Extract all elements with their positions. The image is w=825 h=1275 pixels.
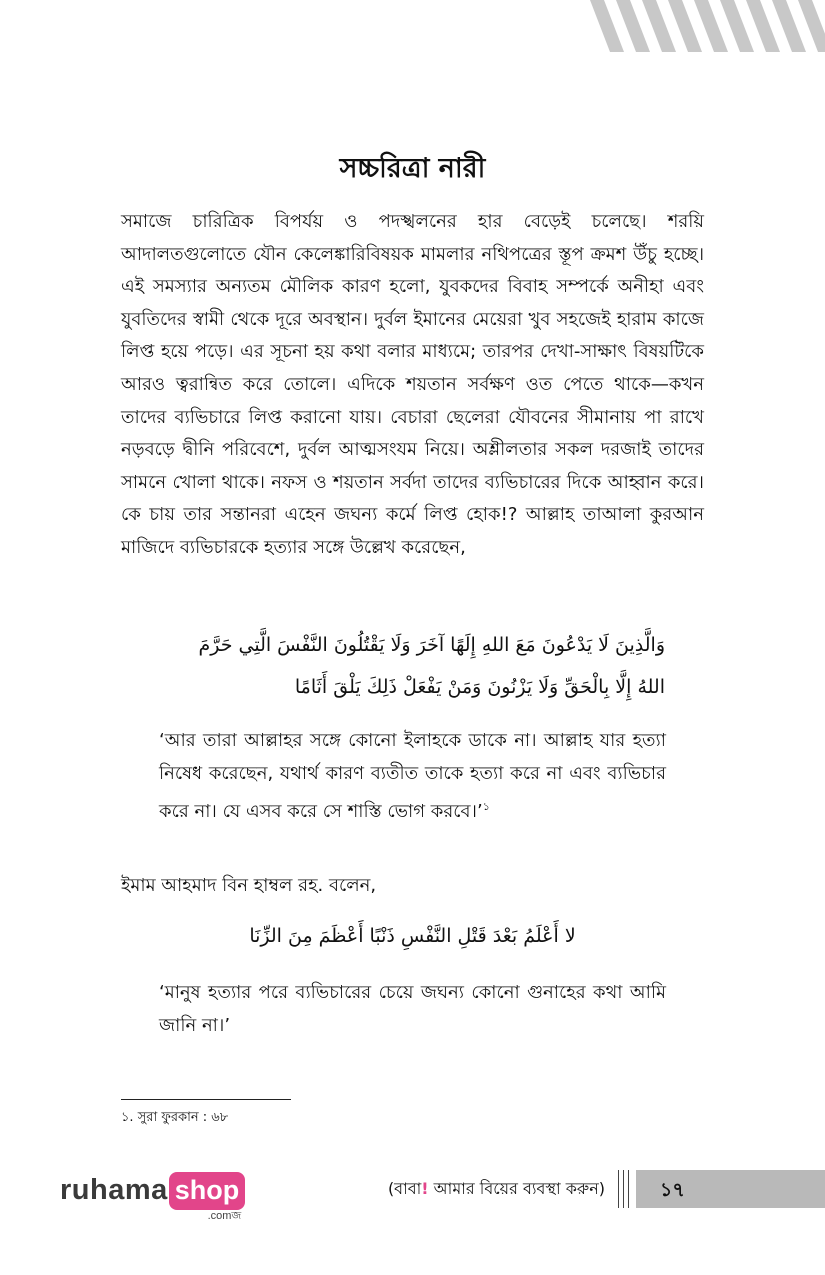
body-paragraph: সমাজে চারিত্রিক বিপর্যয় ও পদস্খলনের হার বেড়েই চলেছে। শরয়ি আদালতগুলোতে যৌন কেলেঙ্কারিবিষয়ক মামলার নথিপত্রের স্তূপ ক্রমশ উঁচু হচ্ছে। এই সমস্যার অন্যতম মৌলিক কারণ হলো, যুবকদের বিবাহ সম্পর্কে অনীহা এবং যুবতিদের স্বামী থেকে দূরে অবস্থান। দুর্বল ইমানের মেয়েরা খুব সহজেই হারাম কাজে লিপ্ত হয়ে পড়ে। এর সূচনা হয় কথা বলার মাধ্যমে; তারপর দেখা-সাক্ষাৎ বিষয়টিকে আরও ত্বরান্বিত করে তোলে। এদিকে শয়তান সর্বক্ষণ ওত পেতে থাকে—কখন তাদের ব্যভিচারে লিপ্ত করানো যায়। বেচারা ছেলেরা যৌবনের সীমানায় পা রাখে নড়বড়ে দ্বীনি পরিবেশে, দুর্বল আত্মসংযম নিয়ে। অশ্লীলতার সকল দরজাই তাদের সামনে খোলা থাকে। নফস ও শয়তান সর্বদা তাদের ব্যভিচারের দিকে আহ্বান করে। কে চায় তার সন্তানরা এহেন জঘন্য কর্মে লিপ্ত হোক!? আল্লাহ তাআলা কুরআন মাজিদে ব্যভিচারকে হত্যার সঙ্গে উল্লেখ করেছেন, xyxy=(121,211,704,558)
quran-verse-line-1: وَالَّذِينَ لَا يَدْعُونَ مَعَ اللهِ إِلَهًا آخَرَ وَلَا يَقْتُلُونَ النَّفْسَ الَّتِي حَرَّمَ xyxy=(198,634,665,656)
footer-divider-bar xyxy=(618,1170,619,1208)
verse-translation-text: ‘আর তারা আল্লাহর সঙ্গে কোনো ইলাহকে ডাকে না। আল্লাহ যার হত্যা নিষেধ করেছেন, যথার্থ কারণ ব্যতীত তাকে হত্যা করে না এবং ব্যভিচার করে না। যে এসব করে সে শাস্তি ভোগ করবে।’ xyxy=(159,730,666,822)
page-number: ১৭ xyxy=(660,1179,685,1201)
book-title-open: (বাবা xyxy=(387,1179,422,1198)
footer-divider-bar xyxy=(628,1170,629,1208)
logo-text-ruhama: ruhama xyxy=(60,1174,168,1206)
book-title-exclamation: ! xyxy=(421,1179,429,1198)
footnote-marker: ১ xyxy=(482,800,490,813)
decorative-stripes xyxy=(590,0,825,52)
logo-text-shop: shop xyxy=(169,1172,246,1210)
running-footer-book-title xyxy=(300,1178,605,1200)
ruhamashop-logo xyxy=(60,1170,245,1220)
logo-shop-badge xyxy=(169,1170,246,1222)
quran-verse-translation xyxy=(159,724,666,828)
logo-domain: .comজ xyxy=(207,1210,242,1222)
imam-quote-translation: ‘মানুষ হত্যার পরে ব্যভিচারের চেয়ে জঘন্য কোনো গুনাহের কথা আমি জানি না।’ xyxy=(159,982,666,1036)
imam-quote-arabic: لا أَعْلَمُ بَعْدَ قَتْلِ النَّفْسِ ذَنْبًا أَعْظَمَ مِنَ الزِّنَا xyxy=(249,925,576,947)
footer-divider-bar xyxy=(623,1170,624,1208)
footnote-divider xyxy=(121,1099,291,1100)
quran-verse-arabic xyxy=(160,624,665,708)
imam-intro: ইমাম আহমাদ বিন হাম্বল রহ. বলেন, xyxy=(121,875,377,896)
chapter-title: সচ্চরিত্রা নারী xyxy=(339,153,486,184)
book-title-rest: আমার বিয়ের ব্যবস্থা করুন) xyxy=(428,1179,605,1198)
quran-verse-line-2: اللهُ إِلَّا بِالْحَقِّ وَلَا يَزْنُونَ وَمَنْ يَفْعَلْ ذَلِكَ يَلْقَ أَثَامًا xyxy=(294,676,665,698)
footnote: ১. সুরা ফুরকান : ৬৮ xyxy=(121,1110,229,1125)
